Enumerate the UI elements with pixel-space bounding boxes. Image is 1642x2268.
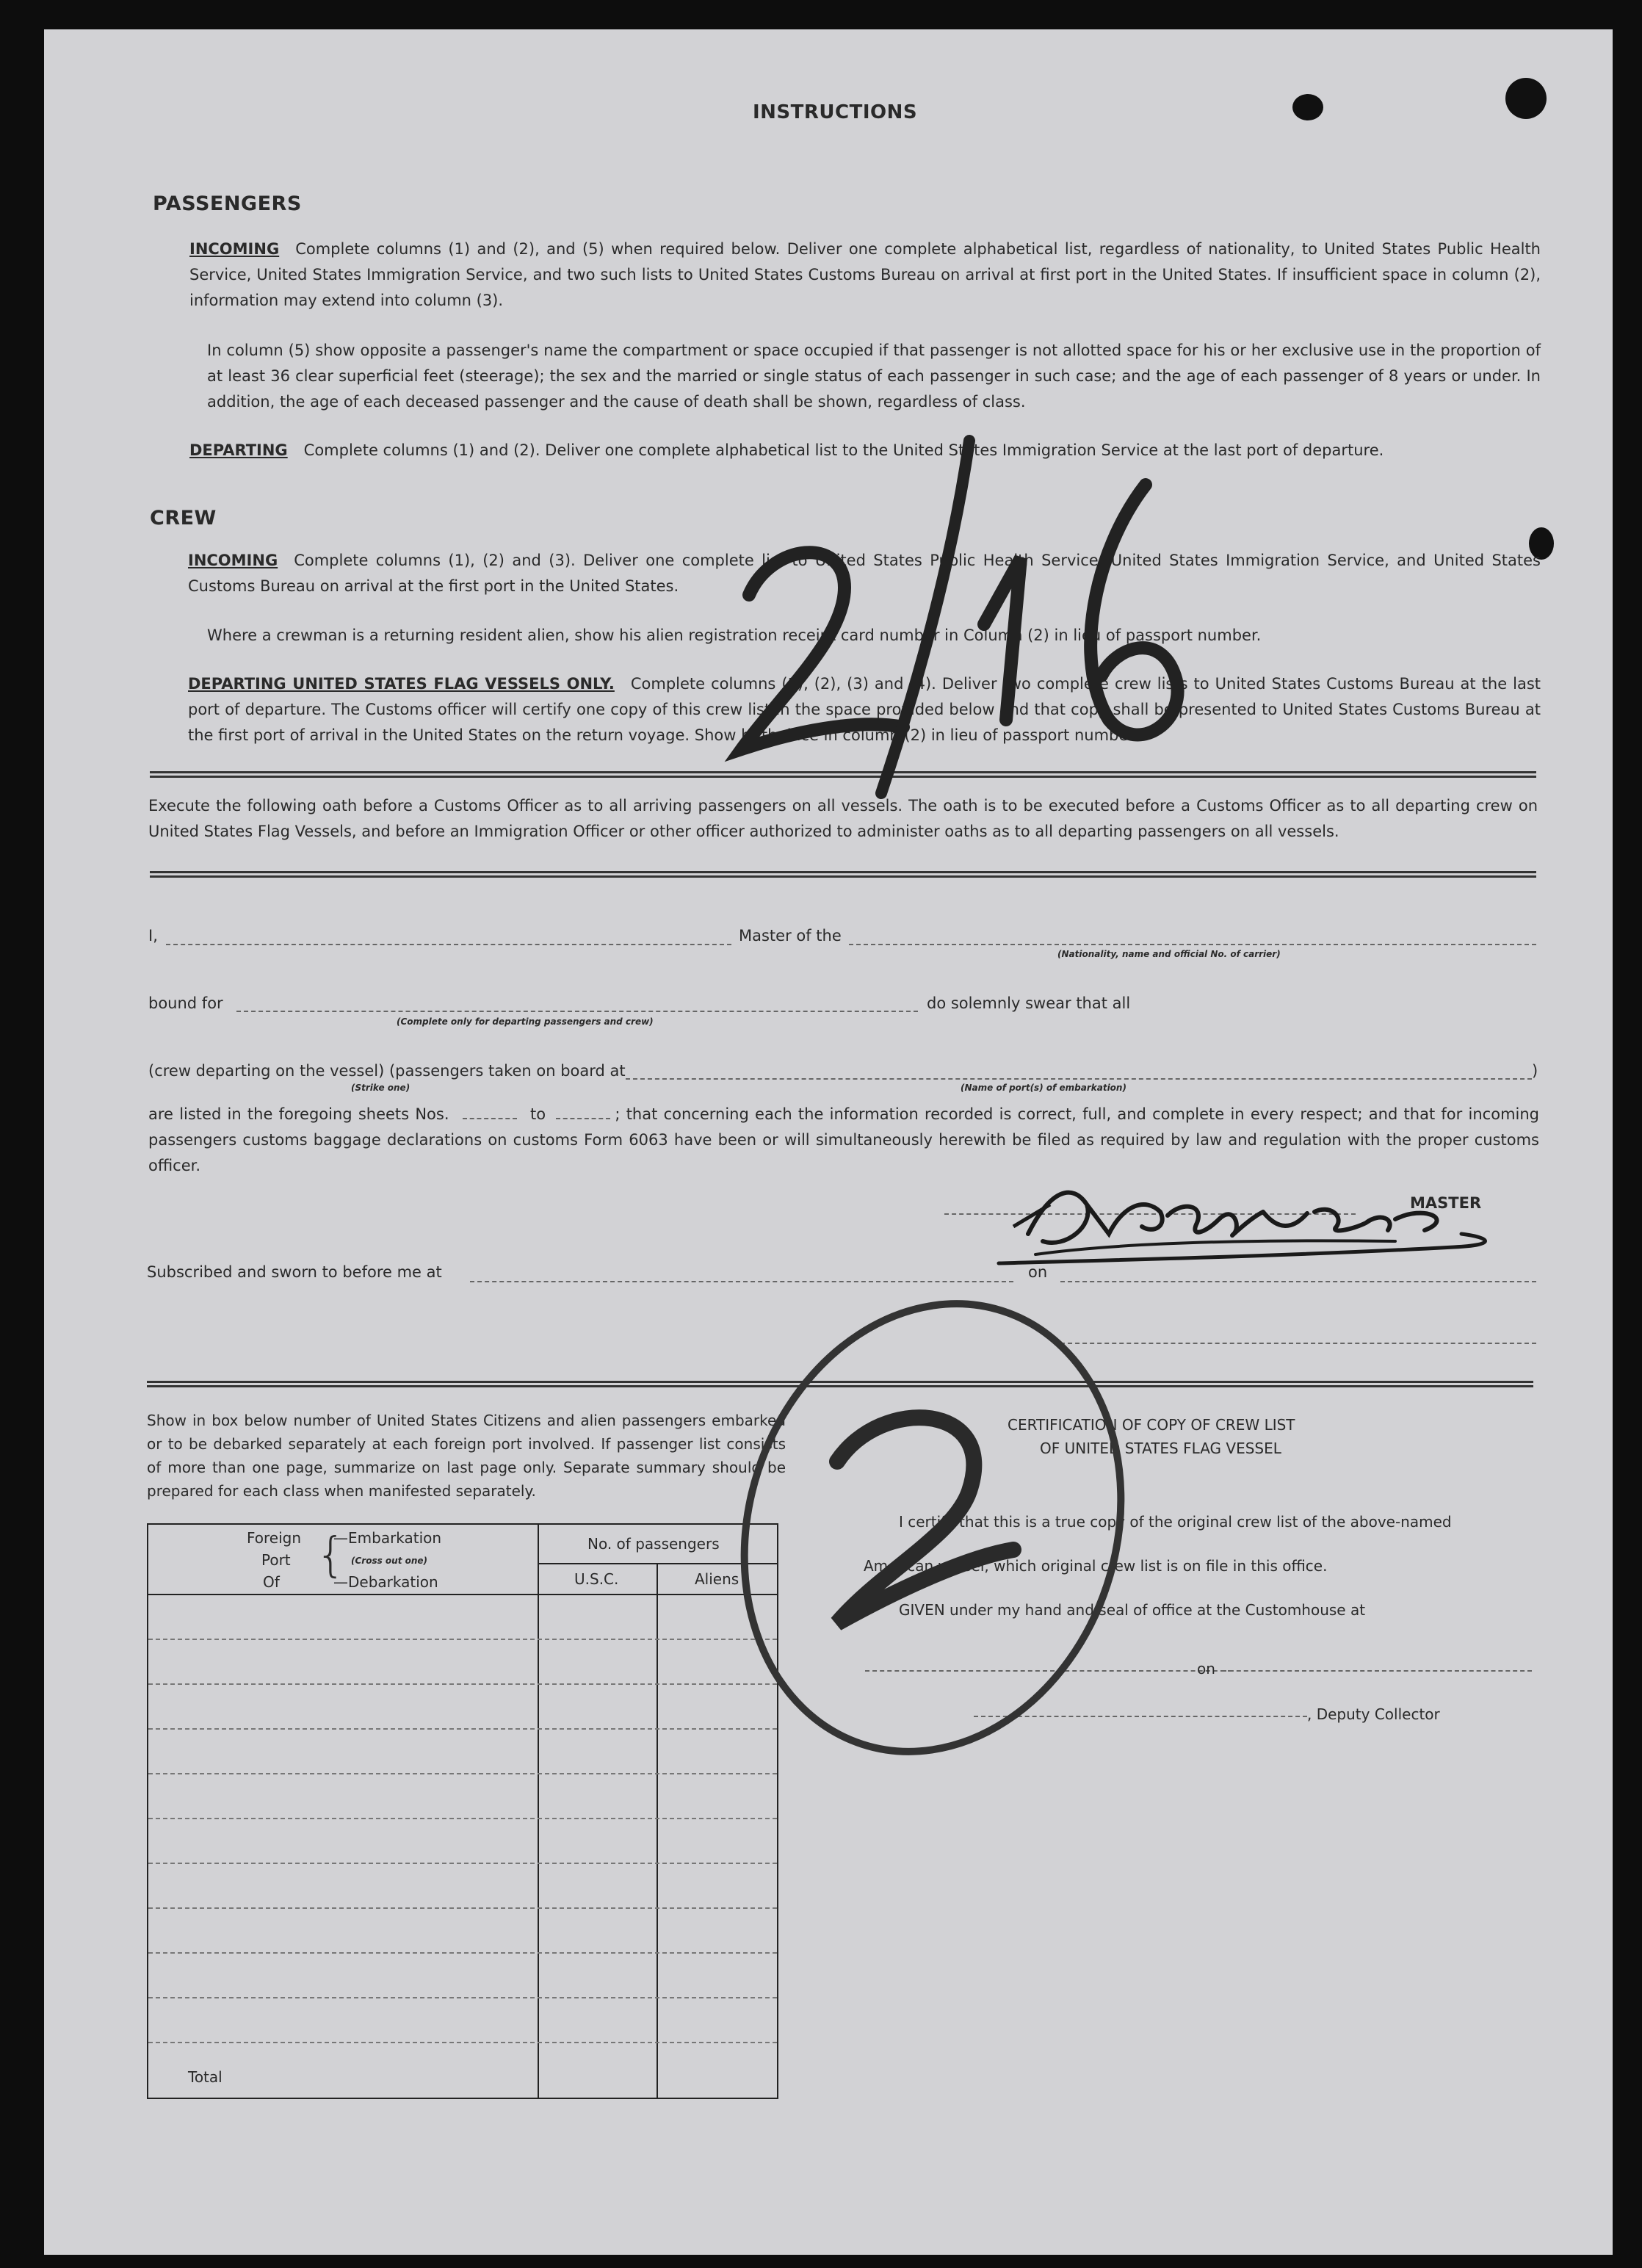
no-passengers-label: No. of passengers <box>587 1535 720 1553</box>
certification-text-2: American vessel, which original crew list is on file in this office. <box>864 1557 1328 1575</box>
of-label: Of <box>263 1573 280 1591</box>
table-row-line[interactable] <box>148 1997 777 1998</box>
certification-text-1: I certify that this is a true copy of the original crew list of the above-named <box>899 1513 1452 1531</box>
oath-i-label: I, <box>148 927 158 945</box>
close-paren: ) <box>1532 1062 1538 1080</box>
listed-text-1: are listed in the foregoing sheets Nos. <box>148 1105 449 1123</box>
crew-resident: Where a crewman is a returning resident alien, show his alien registration receipt card number in Column (2) in lieu of passport number. <box>207 626 1262 644</box>
ink-blot <box>1292 94 1323 120</box>
debarkation-label: —Debarkation <box>333 1573 438 1591</box>
vessel-field[interactable] <box>849 944 1536 945</box>
ink-blot <box>1505 78 1547 119</box>
crew-incoming-label: INCOMING <box>188 552 278 569</box>
circled-number-2 <box>661 1278 1190 1792</box>
crew-passengers-label: (crew departing on the vessel) (passengers taken on board at <box>148 1062 626 1080</box>
table-row-line[interactable] <box>148 1818 777 1819</box>
bound-for-field[interactable] <box>236 1011 918 1012</box>
crew-heading: CREW <box>150 507 217 530</box>
crew-departing-text: Complete columns (1), (2), (3) and (4). Deliver two complete crew lists to United States Customs Bureau at the last port of departure. The Customs officer will certify one copy of this crew list in the space provided below and that copy shall be presented to United States Customs Bureau at the first port of arrival in the United States on the return voyage. Show birthplace in column (2) in lieu of passport number. <box>188 675 1541 744</box>
aliens-label: Aliens <box>695 1570 739 1588</box>
sheet-to-field[interactable] <box>556 1118 610 1119</box>
deputy-collector-label: , Deputy Collector <box>1307 1705 1440 1723</box>
passengers-incoming-label: INCOMING <box>189 240 280 258</box>
listed-text-2: ; that concerning each the information recorded is correct, full, and complete in every respect; and that for incoming passengers customs baggage declarations on customs Form 6063 have been or will simultaneously herewith be filed as required by law and regulation with the proper customs officer. <box>148 1105 1540 1174</box>
to-label: to <box>530 1105 546 1123</box>
passengers-heading: PASSENGERS <box>153 192 302 215</box>
certification-title-2: OF UNITED STATES FLAG VESSEL <box>1040 1440 1281 1457</box>
swear-label: do solemnly swear that all <box>927 994 1131 1012</box>
table-row-line[interactable] <box>148 1952 777 1954</box>
sheet-from-field[interactable] <box>463 1118 517 1119</box>
divider <box>150 871 1536 878</box>
summary-instruction: Show in box below number of United States Citizens and alien passengers embarked or to be debarked separately at each foreign port involved. If passenger list consists of more than one page, summarize on last page only. Separate summary should be prepared for each class when manifested separately. <box>147 1412 786 1500</box>
table-row-line[interactable] <box>148 1907 777 1909</box>
total-label: Total <box>188 2068 223 2086</box>
handwritten-number-216 <box>661 411 1248 823</box>
port-label: Port <box>261 1551 291 1569</box>
passengers-incoming <box>189 236 1541 314</box>
document-page <box>44 29 1613 2255</box>
certification-date-field[interactable] <box>1222 1670 1532 1672</box>
master-label: MASTER <box>1410 1194 1482 1212</box>
page-title: INSTRUCTIONS <box>753 101 918 123</box>
column-divider <box>657 1563 658 2098</box>
usc-label: U.S.C. <box>574 1570 619 1588</box>
master-name-field[interactable] <box>166 944 731 945</box>
certification-given: GIVEN under my hand and seal of office at the Customhouse at <box>899 1601 1366 1619</box>
embarkation-port-field[interactable] <box>626 1078 1532 1080</box>
crew-departing-label: DEPARTING UNITED STATES FLAG VESSELS ONLY. <box>188 675 615 693</box>
cross-out-hint: (Cross out one) <box>351 1556 428 1566</box>
crew-incoming-text: Complete columns (1), (2) and (3). Deliver one complete list to United States Public Health Service, United States Immigration Service, and United States Customs Bureau on arrival at the first port in the United States. <box>188 552 1541 595</box>
foreign-label: Foreign <box>247 1529 302 1547</box>
strike-hint: (Strike one) <box>351 1083 410 1093</box>
bound-hint: (Complete only for departing passengers and crew) <box>397 1016 654 1027</box>
passengers-column5: In column (5) show opposite a passenger's name the compartment or space occupied if that passenger is not allotted space for his or her exclusive use in the proportion of at least 36 clear superficial feet (steerage); the sex and the married or single status of each passenger in such case; and the age of each passenger of 8 years or under. In addition, the age of each deceased passenger and the cause of death shall be shown, regardless of class. <box>207 342 1541 411</box>
brace-glyph: { <box>316 1528 346 1583</box>
subscribed-label: Subscribed and sworn to before me at <box>147 1263 442 1281</box>
port-hint: (Name of port(s) of embarkation) <box>961 1083 1126 1093</box>
table-row-line[interactable] <box>148 2042 777 2043</box>
column-divider <box>538 1525 539 2098</box>
certification-on-label: on <box>1197 1660 1215 1677</box>
embarkation-label: —Embarkation <box>333 1529 442 1547</box>
certification-title-1: CERTIFICATION OF COPY OF CREW LIST <box>1008 1416 1295 1434</box>
table-row-line[interactable] <box>148 1863 777 1864</box>
master-signature <box>984 1160 1513 1278</box>
master-of-label: Master of the <box>739 927 842 945</box>
passengers-departing-text: Complete columns (1) and (2). Deliver one complete alphabetical list to the United States Immigration Service at the last port of departure. <box>303 441 1384 459</box>
oath-instruction: Execute the following oath before a Customs Officer as to all arriving passengers on all vessels. The oath is to be executed before a Customs Officer as to all departing crew on United States Flag Vessels, and before an Immigration Officer or other officer authorized to administer oaths as to all departing passengers on all vessels. <box>148 797 1538 840</box>
nationality-hint: (Nationality, name and official No. of carrier) <box>1057 949 1281 959</box>
sworn-on-label: on <box>1028 1263 1048 1281</box>
passengers-incoming-text: Complete columns (1) and (2), and (5) when required below. Deliver one complete alphabetical list, regardless of nationality, to United States Public Health Service, United States Immigration Service, and two such lists to United States Customs Bureau on arrival at first port in the United States. If insufficient space in column (2), information may extend into column (3). <box>189 240 1541 309</box>
passengers-departing-label: DEPARTING <box>189 441 288 459</box>
bound-for-label: bound for <box>148 994 223 1012</box>
